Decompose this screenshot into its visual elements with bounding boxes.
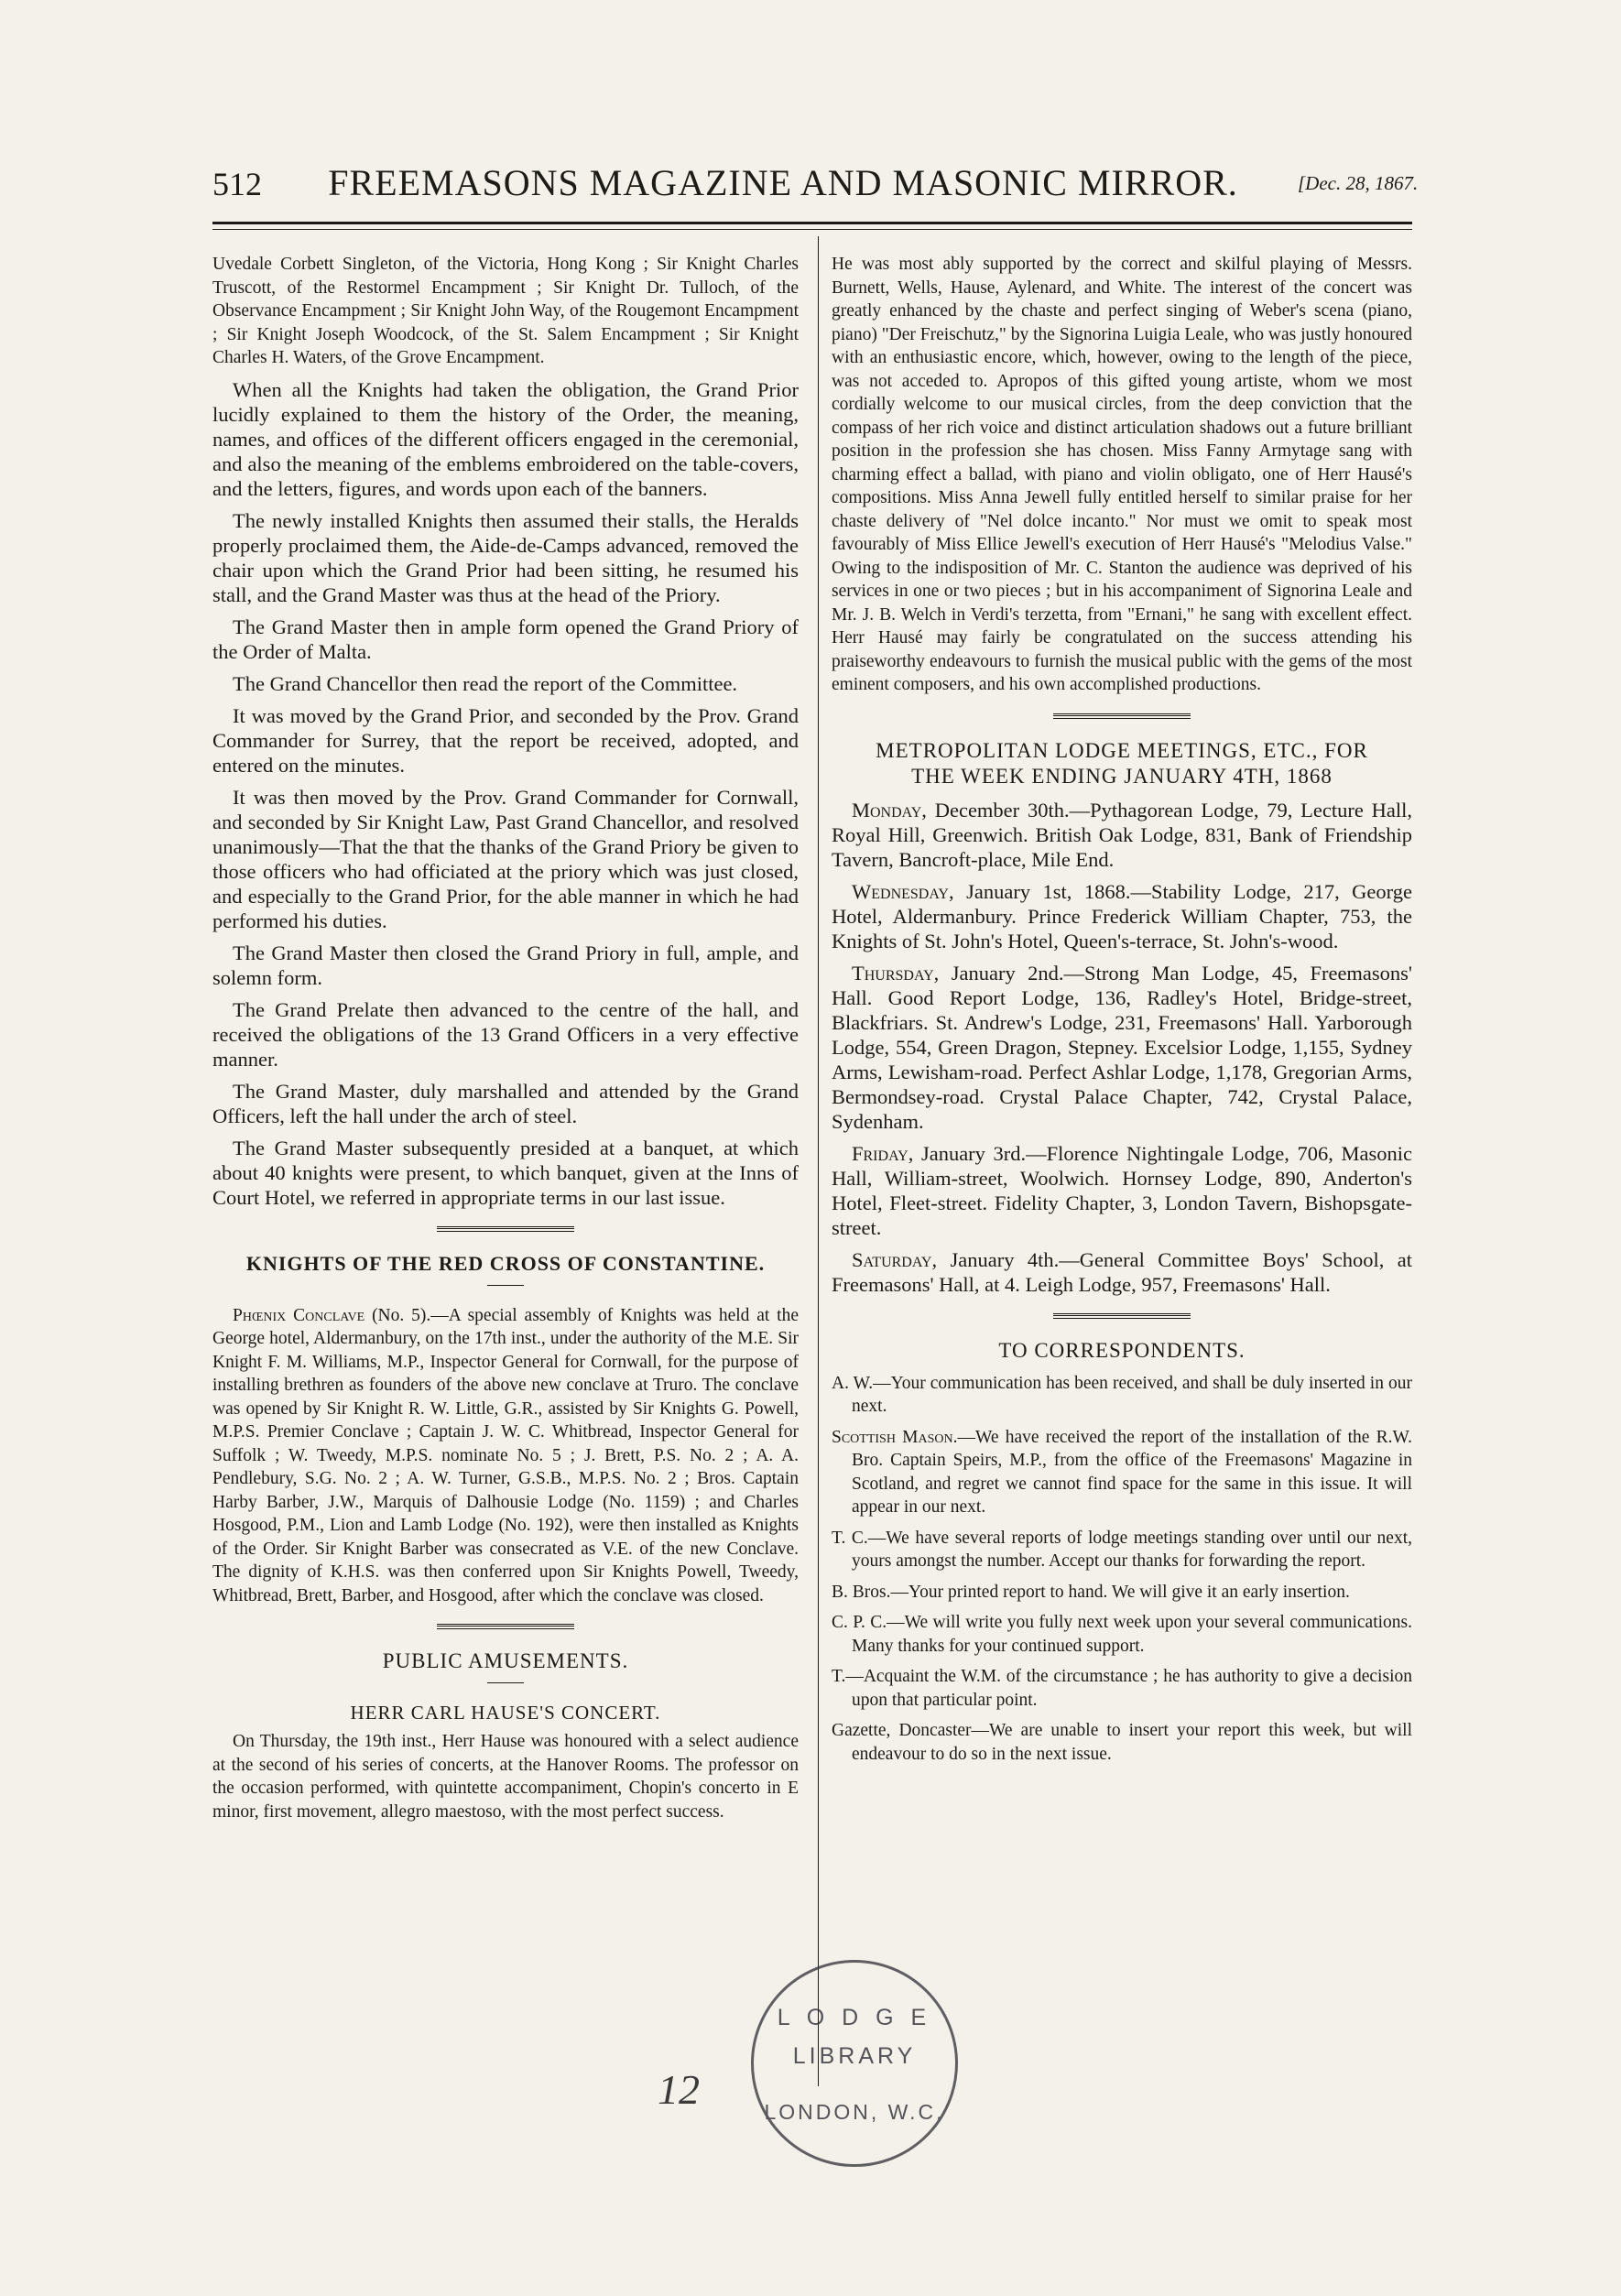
short-rule [487,1285,524,1286]
library-stamp [751,1960,958,2167]
paragraph: The Grand Master, duly marshalled and attended by the Grand Officers, left the hall under the arch of steel. [212,1079,799,1127]
handwritten-mark: 12 [658,2066,700,2113]
paragraph: The Grand Master then in ample form opened the Grand Priory of the Order of Malta. [212,615,799,663]
section-heading-knights: KNIGHTS OF THE RED CROSS OF CONSTANTINE. [245,1251,766,1275]
paragraph: It was then moved by the Prov. Grand Commander for Cornwall, and seconded by Sir Knight Law, Past Grand Chancellor, and resolved unanimously—That the that the thanks of the Grand Priory be given to those officers who had officiated at the priory which was just closed, and especially to the Grand Prior, for the able manner in which he had performed his duties. [212,785,799,932]
paragraph [212,1304,799,1608]
paragraph: On Thursday, the 19th inst., Herr Hause was honoured with a select audience at the second of his series of concerts, at the Hanover Rooms. The professor on the occasion performed, with quintette accompaniment, Chopin's concerto in E minor, first movement, allegro maestoso, with the most perfect success. [212,1732,799,1822]
paragraph: The Grand Prelate then advanced to the centre of the hall, and received the obligations of the 13 Grand Officers in a very effective manner. [212,997,799,1071]
paragraph: The Grand Chancellor then read the report of the Committee. [233,671,738,695]
paragraph: The Grand Master then closed the Grand Priory in full, ample, and solemn form. [212,941,799,989]
paragraph: When all the Knights had taken the obligation, the Grand Prior lucidly explained to them the history of the Order, the meaning, names, and offices of the different officers engaged in the ceremonial, and also the meaning of the emblems embroidered on the table-covers, and the letters, figures, and words upon each of the banners. [212,377,799,500]
body-text: January 4th.—General Committee Boys' School, at Freemasons' Hall, at 4. Leigh Lodge, 957, Freemasons' Hall. [832,1247,1412,1296]
paragraph: The newly installed Knights then assumed their stalls, the Heralds properly proclaimed them, the Aide-de-Camps advanced, removed the chair upon which the Grand Prior had been sitting, he resumed his stall, and the Grand Master was thus at the head of the Priory. [212,508,799,606]
day-label: Wednesday, [852,879,954,903]
day-label: Friday, [852,1141,914,1165]
meeting-entry [832,1141,1412,1240]
section-heading-meetings-line2: THE WEEK ENDING JANUARY 4TH, 1868 [911,764,1333,788]
correspondent-note: B. Bros.—Your printed report to hand. We will give it an early insertion. [832,1582,1350,1602]
meeting-entry [832,1247,1412,1297]
paragraph: It was moved by the Grand Prior, and seconded by the Prov. Grand Commander for Surrey, that the report be received, adopted, and entered on the minutes. [212,703,799,777]
section-heading-meetings: METROPOLITAN LODGE MEETINGS, ETC., FOR [876,738,1368,762]
page-number: 512 [212,166,262,202]
column-divider [818,236,819,2086]
stamp-text-library: LIBRARY [792,2043,917,2069]
body-text: —We have received the report of the installation of the R.W. Bro. Captain Speirs, M.P., from the office of the Freemasons' Magazine in Scotland, and regret we cannot find space for the same in this issue. It will appear in our next. [852,1427,1412,1517]
lead-text: Scottish Mason. [832,1427,958,1447]
left-column [212,253,799,1831]
body-text: (No. 5).—A special assembly of Knights was held at the George hotel, Aldermanbury, on the 17th inst., under the authority of the M.E. Sir Knight F. M. Williams, M.P., Inspector General for Cornwall, for the purpose of installing brethren as founders of the above new conclave at Truro. The conclave was opened by Sir Knight R. W. Little, G.R., assisted by Sir Knights G. Powell, M.P.S. Premier Conclave ; Captain J. W. C. Whitbread, Inspector General for Suffolk ; W. Tweedy, M.P.S. nominate No. 5 ; J. Brett, P.S. No. 2 ; A. A. Pendlebury, S.G. No. 2 ; A. W. Turner, G.S.B., M.P.S. No. 2 ; Bros. Captain Harby Barber, J.W., Marquis of Dalhousie Lodge (No. 1159) ; and Charles Hosgood, P.M., Lion and Lamb Lodge (No. 192), were then installed as Knights of the Order. Sir Knight Barber was consecrated as V.E. of the new Conclave. The dignity of K.H.S. was then conferred upon Sir Knights Powell, Tweedy, Whitbread, Brett, Barber, and Hosgood, after which the conclave was closed. [212,1305,799,1605]
correspondent-note [832,1426,1412,1519]
paragraph: He was most ably supported by the correct and skilful playing of Messrs. Burnett, Wells, Hause, Aylenard, and White. The interest of the concert was greatly enhanced by the chaste and perfect singing of Weber's scena (piano, piano) "Der Freischutz," by the Signorina Luigia Leale, who was justly honoured with an enthusiastic encore, which, however, owing to the length of the piece, was not acceded to. Apropos of this gifted young artiste, whom we most cordially welcome to our musical circles, from the deep conviction that the compass of her rich voice and distinct articulation shadows out a future brilliant position in the profession she has chosen. Miss Fanny Armytage sang with charming effect a ballad, with piano and violin obligato, one of Herr Hausé's compositions. Miss Anna Jewell fully entitled herself to similar praise for her chaste delivery of "Nel dolce incanto." Nor must we omit to speak most favourably of Miss Ellice Jewell's execution of Herr Hausé's "Melodius Valse." Owing to the indisposition of Mr. C. Stanton the audience was deprived of his services in one or two pieces ; but in his accompaniment of Signorina Leale and Mr. J. B. Welch in Verdi's terzetta, from "Ernani," he sang with excellent effect. Herr Hausé may fairly be congratulated on the success attending his praiseworthy endeavours to furnish the musical public with the gems of the most eminent composers, and his own accomplished productions. [832,255,1412,694]
correspondent-note: C. P. C.—We will write you fully next week upon your several communications. Many thanks for your continued support. [832,1613,1412,1656]
section-heading-amusements: PUBLIC AMUSEMENTS. [382,1649,629,1672]
meeting-entry [832,879,1412,953]
section-separator [437,1226,574,1232]
masthead-rule-thin [212,229,1412,230]
correspondent-note: T. C.—We have several reports of lodge meetings standing over until our next, yours amongst the number. Accept our thanks for forwarding the report. [832,1528,1412,1571]
section-separator [1053,1313,1191,1319]
stamp-text-lodge: L O D G E [777,2005,932,2030]
masthead-title: FREEMASONS MAGAZINE AND MASONIC MIRROR. [328,162,1238,203]
issue-date: [Dec. 28, 1867. [1298,172,1419,194]
right-column [832,253,1412,1773]
section-separator [1053,713,1191,719]
paragraph: Uvedale Corbett Singleton, of the Victoria, Hong Kong ; Sir Knight Charles Truscott, of the Restormel Encampment ; Sir Knight Dr. Tulloch, of the Observance Encampment ; Sir Knight John Way, of the Rougemont Encampment ; Sir Knight Joseph Woodcock, of the St. Salem Encampment ; Sir Knight Charles H. Waters, of the Grove Encampment. [212,255,799,367]
short-rule [487,1682,524,1683]
body-text: December 30th.—Pythagorean Lodge, 79, Lecture Hall, Royal Hill, Greenwich. British Oak Lodge, 831, Bank of Friendship Tavern, Bancroft-place, Mile End. [832,798,1412,871]
section-heading-correspondents: TO CORRESPONDENTS. [998,1338,1246,1362]
lead-text: Phœnix Conclave [233,1305,365,1325]
section-separator [437,1624,574,1629]
body-text: January 1st, 1868.—Stability Lodge, 217, George Hotel, Aldermanbury. Prince Frederick William Chapter, 753, the Knights of St. John's Hotel, Queen's-terrace, St. John's-wood. [832,879,1412,952]
day-label: Thursday, [852,961,940,985]
meeting-entry [832,798,1412,872]
body-text: January 3rd.—Florence Nightingale Lodge, 706, Masonic Hall, William-street, Woolwich. Hornsey Lodge, 890, Anderton's Hotel, Fleet-street. Fidelity Chapter, 3, London Tavern, Bishopsgate-street. [832,1141,1412,1239]
meeting-entry [832,961,1412,1134]
body-text: January 2nd.—Strong Man Lodge, 45, Freemasons' Hall. Good Report Lodge, 136, Radley's Hotel, Bridge-street, Blackfriars. St. Andrew's Lodge, 231, Freemasons' Hall. Yarborough Lodge, 554, Green Dragon, Stepney. Excelsior Lodge, 1,155, Sydney Arms, Lewisham-road. Perfect Ashlar Lodge, 1,178, Gregorian Arms, Bermondsey-road. Crystal Palace Chapter, 742, Crystal Palace, Sydenham. [832,961,1412,1133]
subheading-concert: HERR CARL HAUSE'S CONCERT. [350,1702,661,1724]
masthead-rule [212,222,1412,224]
day-label: Monday, [852,798,927,822]
paragraph: The Grand Master subsequently presided at a banquet, at which about 40 knights were present, to which banquet, given at the Inns of Court Hotel, we referred in appropriate terms in our last issue. [212,1136,799,1209]
stamp-text-london: LONDON, W.C. [764,2100,945,2124]
day-label: Saturday, [852,1247,938,1271]
correspondent-note: Gazette, Doncaster—We are unable to insert your report this week, but will endeavour to do so in the next issue. [832,1721,1412,1764]
correspondent-note: A. W.—Your communication has been received, and shall be duly inserted in our next. [832,1373,1412,1416]
correspondent-note: T.—Acquaint the W.M. of the circumstance ; he has authority to give a decision upon that particular point. [832,1667,1412,1710]
